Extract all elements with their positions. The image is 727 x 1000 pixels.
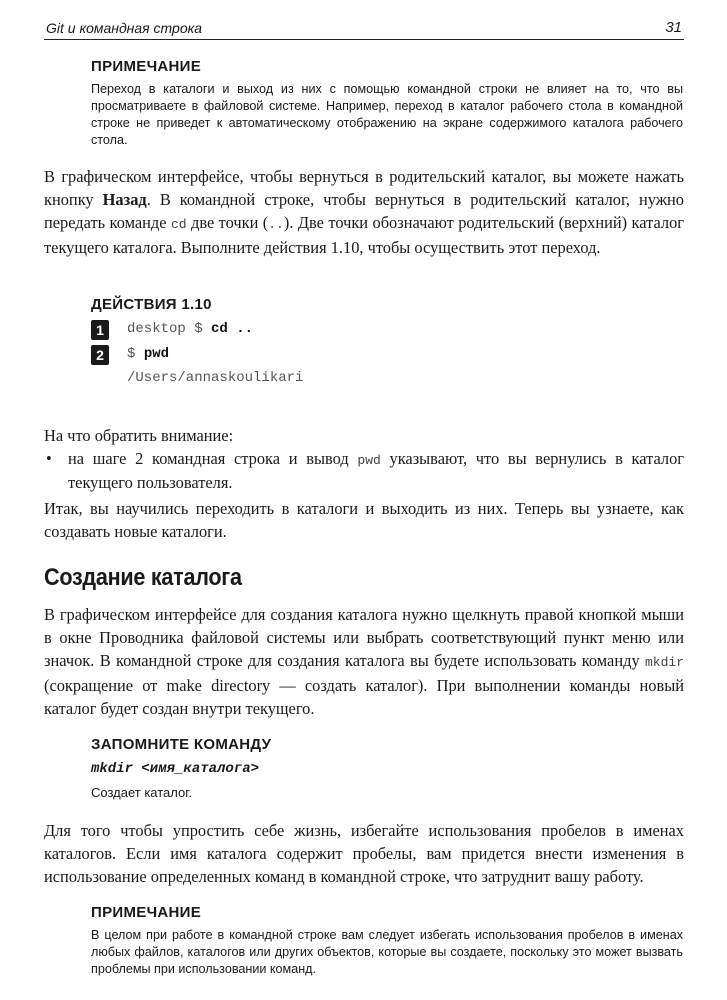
note-body: Переход в каталоги и выход из них с помощью командной строки не влияет на то, что вы просматриваете в файловой системе. Например, переход в каталог рабочего стола в командной строке не приведет к автоматическому отображению на экране содержимого каталога рабочего стола. bbox=[91, 82, 683, 147]
running-title: Git и командная строка bbox=[46, 20, 203, 36]
note-box-1 bbox=[91, 58, 683, 149]
paragraph-spaces-advice: Для того чтобы упростить себе жизнь, избегайте использования пробелов в именах каталогов. Если имя каталога содержит пробелы, вам придется внести изменения в использование определенных команд в командной строке, что затруднит вашу работу. bbox=[44, 821, 684, 886]
inline-code-mkdir: mkdir bbox=[644, 655, 684, 670]
page-number: 31 bbox=[665, 19, 682, 36]
note-title: ПРИМЕЧАНИЕ bbox=[91, 904, 202, 921]
note-title: ПРИМЕЧАНИЕ bbox=[91, 58, 202, 75]
running-header bbox=[44, 18, 684, 40]
step-command: $ pwd bbox=[127, 346, 170, 362]
remember-title: ЗАПОМНИТЕ КОМАНДУ bbox=[91, 736, 272, 753]
actions-title: ДЕЙСТВИЯ 1.10 bbox=[91, 296, 212, 313]
remember-description: Создает каталог. bbox=[91, 785, 193, 800]
paragraph-summary: Итак, вы научились переходить в каталоги и выходить из них. Теперь вы узнаете, как создавать новые каталоги. bbox=[44, 499, 684, 541]
inline-code-dots: .. bbox=[268, 217, 284, 232]
note-body: В целом при работе в командной строке вам следует избегать использования пробелов в именах любых файлов, каталогов или других объектов, которые вы создаете, поскольку это может вызвать проблемы при использовании команд. bbox=[91, 928, 683, 976]
paragraph-create-directory: В графическом интерфейсе для создания каталога нужно щелкнуть правой кнопкой мыши в окне Проводника файловой системы или выбрать соответствующий пункт меню или значок. В командной строке для создания каталога вы будете использовать команду mkdir (сокращение от make directory — создать каталог). При выполнении команды новый каталог будет создан внутри текущего. bbox=[44, 605, 684, 718]
section-heading: Создание каталога bbox=[44, 564, 242, 591]
step-number: 1 bbox=[91, 320, 109, 340]
step-command: desktop $ cd .. bbox=[127, 321, 254, 337]
back-button-name: Назад bbox=[102, 190, 147, 209]
note-box-2 bbox=[91, 904, 683, 978]
list-item: • на шаге 2 командная строка и вывод pwd указывают, что вы вернулись в каталог текущего пользователя. bbox=[44, 448, 684, 494]
inline-code-cd: cd bbox=[170, 217, 187, 232]
attention-list bbox=[44, 448, 684, 494]
remember-command-box bbox=[91, 736, 683, 800]
remember-command: mkdir <имя_каталога> bbox=[91, 761, 260, 777]
paragraph-parent-directory: В графическом интерфейсе, чтобы вернуться в родительский каталог, вы можете нажать кнопку Назад. В командной строке, чтобы вернуться в родительский каталог, нужно передать команде cd две точки (..). Две точки обозначают родительский (верхний) каталог текущего каталога. Выполните действия 1.10, чтобы осуществить этот переход. bbox=[44, 167, 684, 257]
step-number: 2 bbox=[91, 345, 109, 365]
attention-intro: На что обратить внимание: bbox=[44, 426, 234, 445]
command-output: /Users/annaskoulikari bbox=[127, 370, 304, 386]
inline-code-pwd: pwd bbox=[357, 453, 381, 468]
